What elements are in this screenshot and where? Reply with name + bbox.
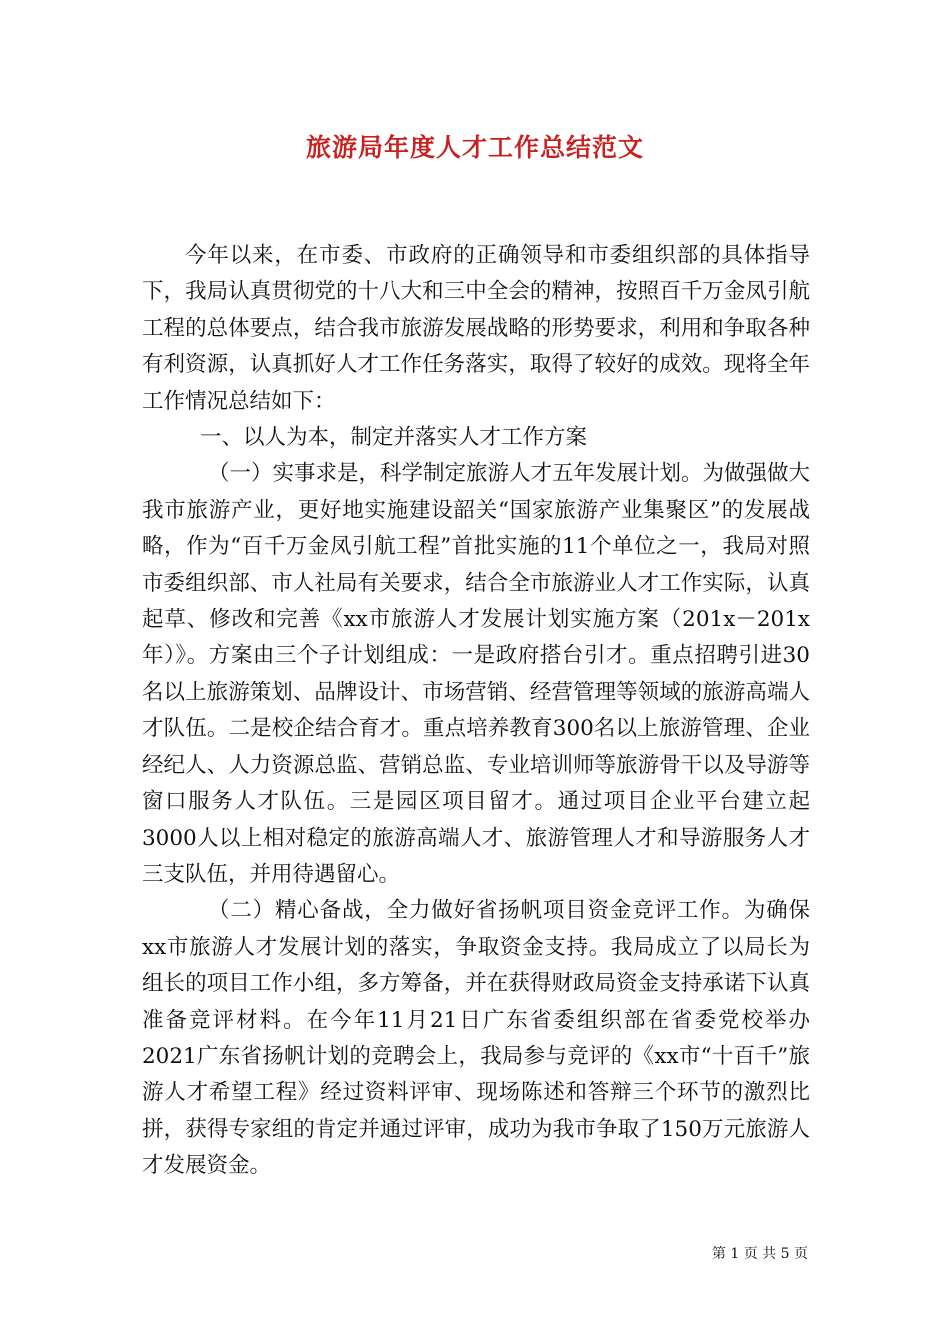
paragraph-section-1-item-1: （一）实事求是，科学制定旅游人才五年发展计划。为做强做大我市旅游产业，更好地实施建设韶关“国家旅游产业集聚区”的发展战略，作为“百千万金凤引航工程”首批实施的11个单位之一，我局对照市委组织部、市人社局有关要求，结合全市旅游业人才工作实际，认真起草、修改和完善《xx市旅游人才发展计划实施方案（201x－201x年）》。方案由三个子计划组成：一是政府搭台引才。重点招聘引进30名以上旅游策划、品牌设计、市场营销、经营管理等领域的旅游高端人才队伍。二是校企结合育才。重点培养教育300名以上旅游管理、企业经纪人、人力资源总监、营销总监、专业培训师等旅游骨干以及导游等窗口服务人才队伍。三是园区项目留才。通过项目企业平台建立起3000人以上相对稳定的旅游高端人才、旅游管理人才和导游服务人才三支队伍，并用待遇留心。	[142, 461, 811, 887]
paragraph-section-1-item-2: （二）精心备战，全力做好省扬帆项目资金竞评工作。为确保xx市旅游人才发展计划的落实，争取资金支持。我局成立了以局长为组长的项目工作小组，多方筹备，并在获得财政局资金支持承诺下认真准备竞评材料。在今年11月21日广东省委组织部在省委党校举办2021广东省扬帆计划的竞聘会上，我局参与竞评的《xx市“十百千”旅游人才希望工程》经过资料评审、现场陈述和答辩三个环节的激烈比拼，获得专家组的肯定并通过评审，成功为我市争取了150万元旅游人才发展资金。	[142, 898, 810, 1179]
document-body	[142, 238, 810, 1185]
document-title: 旅游局年度人才工作总结范文	[305, 133, 644, 162]
paragraph-intro: 今年以来，在市委、市政府的正确领导和市委组织部的具体指导下，我局认真贯彻党的十八大和三中全会的精神，按照百千万金凤引航工程的总体要点，结合我市旅游发展战略的形势要求，利用和争取各种有利资源，认真抓好人才工作任务落实，取得了较好的成效。现将全年工作情况总结如下：	[142, 243, 810, 414]
section-heading-1: 一、以人为本，制定并落实人才工作方案	[200, 425, 588, 451]
page-number-footer: 第 1 页 共 5 页	[711, 1246, 808, 1262]
